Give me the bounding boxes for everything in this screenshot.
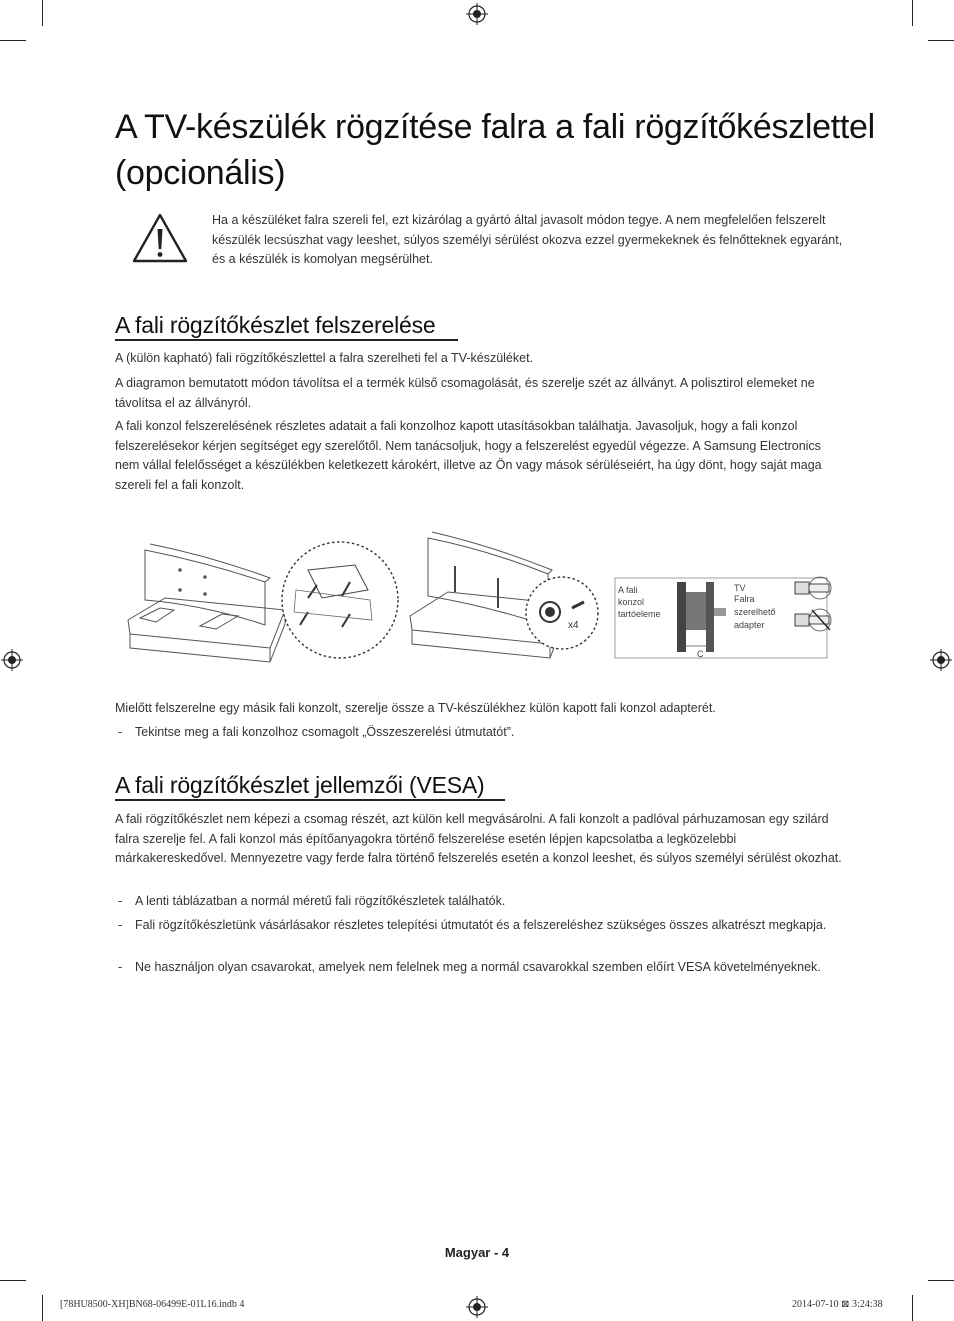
crop-mark <box>42 1295 43 1321</box>
list-item-text: Ne használjon olyan csavarokat, amelyek nem felelnek meg a normál csavarokkal szemben előírt VESA követelményeknek. <box>135 960 821 974</box>
paragraph: A fali konzol felszerelésének részletes adatait a fali konzolhoz kapott utasításokban találhatja. Javasoljuk, hogy a fali konzol felszerelésekor kérjen segítséget egy szerelőtől. Nem tanácsoljuk, hogy a felszerelést egyedül végezze. A Samsung Electronics nem vállal felelősséget a készülékben keletkezett károkért, illetve az Ön vagy mások sérüléseiért, ha úgy dönt, hogy saját maga szereli fel a fali konzolt. <box>115 419 822 492</box>
label-tv: TV <box>734 583 746 593</box>
bullet-dash: - <box>118 960 123 974</box>
detail-circle-adapter <box>526 577 598 649</box>
paragraph: Mielőtt felszerelne egy másik fali konzolt, szerelje össze a TV-készülékhez külön kapott fali konzol adapterét. <box>115 701 716 715</box>
bullet-dash: - <box>118 725 123 739</box>
paragraph: A diagramon bemutatott módon távolítsa el a termék külső csomagolását, és szerelje szét az állványt. A polisztirol elemeket ne távolítsa el az állványról. <box>115 376 815 410</box>
warning-triangle-icon <box>131 211 189 265</box>
crop-mark <box>912 1295 913 1321</box>
label-adapter: Falra szerelhető adapter <box>734 594 776 630</box>
heading-underline <box>115 799 505 801</box>
tv-stand-illustration <box>128 544 285 662</box>
section-heading-vesa: A fali rögzítőkészlet jellemzői (VESA) <box>115 772 485 798</box>
detail-circle-bracket <box>282 542 398 658</box>
bullet-dash: - <box>118 918 123 932</box>
section-heading-installation: A fali rögzítőkészlet felszerelése <box>115 312 436 338</box>
list-item <box>118 723 835 743</box>
print-file-info: [78HU8500-XH]BN68-06499E-01L16.indb 4 <box>60 1299 245 1310</box>
list-item-text: Fali rögzítőkészletünk vásárlásakor részletes telepítési útmutatót és a felszereléshez szükséges összes alkatrészt megkapja. <box>135 918 827 932</box>
registration-mark-icon <box>466 3 488 25</box>
label-bracket: A fali konzol tartóeleme <box>618 585 661 619</box>
label-c: C <box>697 649 704 659</box>
registration-mark-icon <box>466 1296 488 1318</box>
list-item <box>118 892 835 912</box>
paragraph: A fali rögzítőkészlet nem képezi a csomag részét, azt külön kell megvásárolni. A fali konzolt a padlóval párhuzamosan egy szilárd falra szerelje fel. A fali konzol más építőanyagokra történő felszerelése esetén lépjen kapcsolatba a legközelebbi márkakereskedővel. Mennyezetre vagy ferde falra történő felszerelés esetén a konzol leeshet, és súlyos személyi sérülést okozhat. <box>115 812 842 865</box>
list-item <box>118 916 835 936</box>
print-date-info: 2014-07-10 ⊠ 3:24:38 <box>792 1299 883 1310</box>
crop-mark <box>912 0 913 26</box>
crop-mark <box>0 1280 26 1281</box>
page-title: A TV-készülék rögzítése falra a fali rögzítőkészlettel (opcionális) <box>115 108 875 192</box>
crop-mark <box>42 0 43 26</box>
list-item-text: Tekintse meg a fali konzolhoz csomagolt „Összeszerelési útmutatót”. <box>135 725 515 739</box>
registration-mark-icon <box>930 649 952 671</box>
crop-mark <box>928 1280 954 1281</box>
page-number: Magyar - 4 <box>444 1245 510 1260</box>
registration-mark-icon <box>1 649 23 671</box>
wall-mount-diagram <box>110 530 845 672</box>
crop-mark <box>0 40 26 41</box>
crop-mark <box>928 40 954 41</box>
heading-underline <box>115 339 458 341</box>
paragraph: A (külön kapható) fali rögzítőkészlettel a falra szerelheti fel a TV-készüléket. <box>115 351 534 365</box>
bullet-dash: - <box>118 894 123 908</box>
list-item <box>118 958 835 978</box>
list-item-text: A lenti táblázatban a normál méretű fali rögzítőkészletek találhatók. <box>135 894 506 908</box>
warning-text: Ha a készüléket falra szereli fel, ezt kizárólag a gyártó által javasolt módon tegye. A nem megfelelően felszerelt készülék lecsúszhat vagy leeshet, súlyos személyi sérülést okozva ezzel gyermekeknek és felnőtteknek egyaránt, és a készülék is komolyan megsérülhet. <box>212 213 843 266</box>
screw-count-label: x4 <box>568 620 579 631</box>
